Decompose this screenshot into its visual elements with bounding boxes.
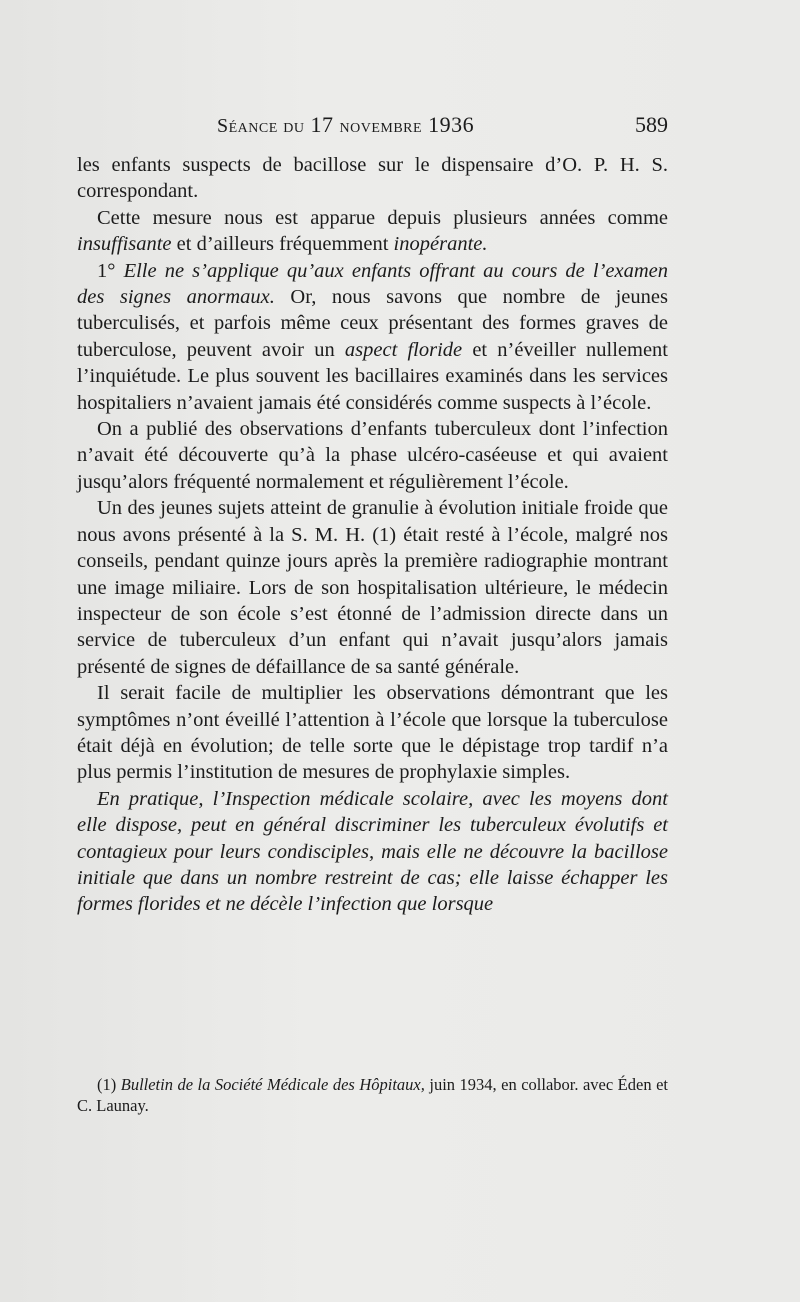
running-head <box>77 112 668 144</box>
paragraph-7: En pratique, l’Inspection médicale scolaire, avec les moyens dont elle dispose, peut en général discriminer les tuberculeux évolutifs et contagieux pour leurs condisciples, mais elle ne découvre la bacillose initiale que dans un nombre restreint de cas; elle laisse échapper les formes florides et ne décèle l’infection que lorsque <box>77 787 668 916</box>
paragraph-4: On a publié des observations d’enfants tuberculeux dont l’infection n’avait été découverte qu’à la phase ulcéro-caséeuse et qui avaient jusqu’alors fréquenté normalement et régulièrement l’école. <box>77 418 668 493</box>
p2-text-b: et d’ailleurs fréquemment <box>171 233 394 256</box>
body-text <box>77 152 668 918</box>
footnote <box>77 1074 668 1116</box>
p3-emphasis-1: Elle ne s’applique qu’aux enfants offrant au cours de l’examen des signes anormaux. <box>77 259 669 309</box>
footnote-1 <box>77 1074 668 1116</box>
paragraph-2 <box>77 205 668 258</box>
footnote-text: juin 1934, en collabor. avec Éden et C. Launay. <box>77 1075 668 1115</box>
title-month: novembre <box>339 115 423 137</box>
p2-emphasis-2: inopérante. <box>393 233 488 256</box>
p3-text-b: Or, nous savons que nombre de jeunes tuberculisés, et parfois même ceux présentant des formes graves de tuberculose, peuvent avoir un <box>77 286 668 361</box>
running-head-title <box>217 112 474 138</box>
paragraph-3 <box>77 258 668 416</box>
page-number: 589 <box>635 112 668 137</box>
title-year: 1936 <box>428 112 475 137</box>
p2-text-a: Cette mesure nous est apparue depuis plusieurs années comme <box>97 206 668 229</box>
title-number: 17 <box>310 112 334 137</box>
p3-text-c: et n’éveiller nullement l’inquiétude. Le plus souvent les bacillaires examinés dans les services hospitaliers n’avaient jamais été considérés comme suspects à l’école. <box>77 338 668 414</box>
paragraph-6: Il serait facile de multiplier les observations démontrant que les symptômes n’ont éveillé l’attention à l’école que lorsque la tuberculose était déjà en évolution; de telle sorte que le dépistage trop tardif n’a plus permis l’institution de mesures de prophylaxie simples. <box>77 682 668 784</box>
paragraph-1: les enfants suspects de bacillose sur le dispensaire d’O. P. H. S. correspondant. <box>77 154 668 203</box>
footnote-marker: (1) <box>97 1075 121 1094</box>
paragraph-5: Un des jeunes sujets atteint de granulie à évolution initiale froide que nous avons présenté à la S. M. H. (1) était resté à l’école, malgré nos conseils, pendant quinze jours après la première radiographie montrant une image miliaire. Lors de son hospitalisation ultérieure, le médecin inspecteur de son école s’est étonné de l’admission directe dans un service de tuberculeux d’un enfant qui n’avait jusqu’alors jamais présenté de signes de défaillance de sa santé générale. <box>77 497 668 678</box>
p2-emphasis-1: insuffisante <box>77 233 172 256</box>
footnote-emphasis: Bulletin de la Société Médicale des Hôpitaux, <box>120 1075 425 1094</box>
p3-number: 1° <box>97 259 124 282</box>
title-prefix: Séance du <box>217 115 305 137</box>
p3-emphasis-2: aspect floride <box>344 338 463 361</box>
